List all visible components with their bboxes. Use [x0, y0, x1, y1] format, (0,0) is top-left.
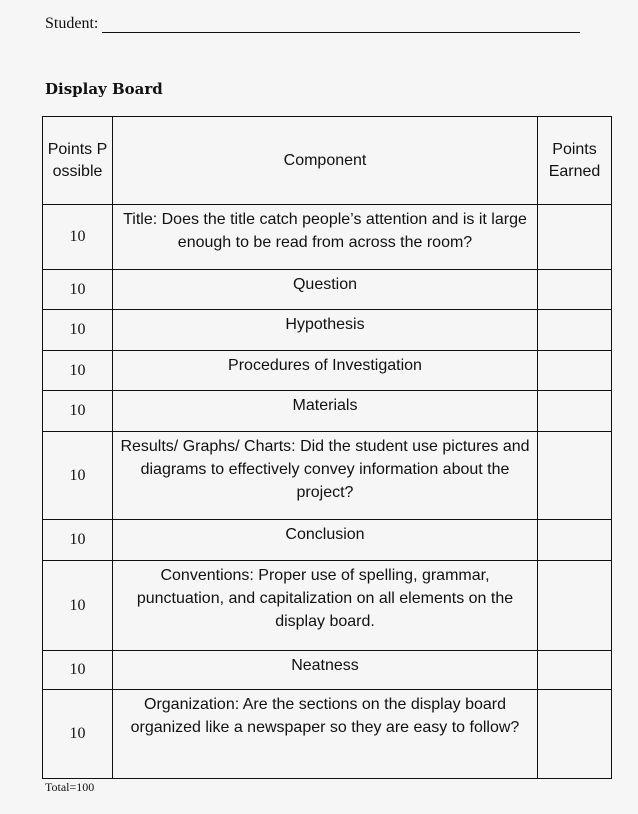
points-earned-cell[interactable] — [538, 690, 612, 779]
points-possible-cell: 10 — [43, 690, 113, 779]
section-title: Display Board — [45, 80, 163, 98]
table-row — [43, 561, 612, 651]
header-component: Component — [113, 117, 538, 205]
component-cell: Procedures of Investigation — [113, 351, 538, 391]
student-name-line — [45, 12, 580, 33]
points-possible-cell: 10 — [43, 391, 113, 432]
points-earned-cell[interactable] — [538, 351, 612, 391]
table-row — [43, 205, 612, 270]
points-possible-cell: 10 — [43, 351, 113, 391]
total-points: Total=100 — [45, 780, 95, 794]
header-points-earned: Points Earned — [538, 117, 612, 205]
component-cell: Conventions: Proper use of spelling, grammar, punctuation, and capitalization on all elements on the display board. — [113, 561, 538, 651]
student-label: Student: — [45, 15, 99, 32]
points-possible-cell: 10 — [43, 310, 113, 351]
component-cell: Materials — [113, 391, 538, 432]
table-row — [43, 690, 612, 779]
points-possible-cell: 10 — [43, 651, 113, 690]
points-possible-cell: 10 — [43, 561, 113, 651]
points-possible-cell: 10 — [43, 520, 113, 561]
table-row — [43, 351, 612, 391]
table-row — [43, 520, 612, 561]
table-row — [43, 270, 612, 310]
student-name-blank[interactable] — [102, 12, 580, 33]
table-row — [43, 651, 612, 690]
component-cell: Neatness — [113, 651, 538, 690]
points-earned-cell[interactable] — [538, 391, 612, 432]
header-row — [43, 117, 612, 205]
points-possible-cell: 10 — [43, 205, 113, 270]
points-earned-cell[interactable] — [538, 651, 612, 690]
points-earned-cell[interactable] — [538, 270, 612, 310]
points-earned-cell[interactable] — [538, 205, 612, 270]
points-earned-cell[interactable] — [538, 432, 612, 520]
component-cell: Conclusion — [113, 520, 538, 561]
table-row — [43, 432, 612, 520]
component-cell: Results/ Graphs/ Charts: Did the student use pictures and diagrams to effectively convey information about the project? — [113, 432, 538, 520]
points-earned-cell[interactable] — [538, 520, 612, 561]
component-cell: Question — [113, 270, 538, 310]
component-cell: Organization: Are the sections on the display board organized like a newspaper so they are easy to follow? — [113, 690, 538, 779]
component-cell: Hypothesis — [113, 310, 538, 351]
table-row — [43, 310, 612, 351]
component-cell: Title: Does the title catch people’s attention and is it large enough to be read from across the room? — [113, 205, 538, 270]
header-points-possible: Points Possible — [43, 117, 113, 205]
points-earned-cell[interactable] — [538, 310, 612, 351]
table-row — [43, 391, 612, 432]
rubric-table — [42, 116, 612, 779]
points-possible-cell: 10 — [43, 270, 113, 310]
points-possible-cell: 10 — [43, 432, 113, 520]
points-earned-cell[interactable] — [538, 561, 612, 651]
